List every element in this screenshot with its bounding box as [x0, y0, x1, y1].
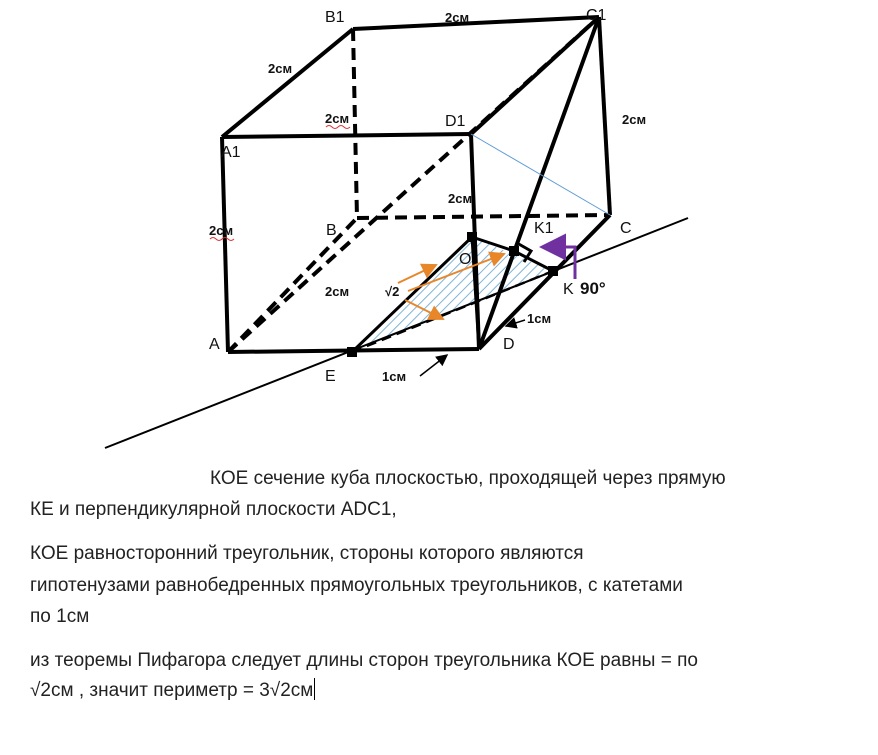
vertex-label-k1: K1	[534, 220, 554, 237]
edge-label-dd1: 2см	[448, 191, 473, 206]
text-line-5: по 1см	[30, 606, 90, 627]
edge-label-b1c1: 2см	[445, 10, 470, 25]
vertex-label-c: C	[620, 220, 632, 237]
vertex-label-o: O	[459, 251, 472, 268]
vertex-label-d1: D1	[445, 113, 466, 130]
point-e	[347, 347, 357, 357]
point-k1	[509, 246, 519, 256]
thin-line-d1c	[471, 134, 610, 215]
text-line-1: КОЕ сечение куба плоскостью, проходящей через прямую	[210, 468, 726, 489]
edge-label-a1b1: 2см	[268, 61, 293, 76]
vertex-label-k: K	[563, 281, 574, 298]
point-k	[548, 266, 558, 276]
edge-label-dk: 1см	[527, 311, 552, 326]
edge-label-cc1: 2см	[622, 112, 647, 127]
text-line-7	[30, 678, 315, 704]
text-line-6: из теоремы Пифагора следует длины сторон треугольника КОЕ равны = по	[30, 650, 698, 671]
angle-label-90: 90°	[580, 279, 606, 298]
edge-label-aa1: 2см	[209, 223, 234, 238]
vertex-label-d: D	[503, 336, 515, 353]
vertex-label-b: B	[326, 222, 337, 239]
text-line-3: КОЕ равносторонний треугольник, стороны которого являются	[30, 543, 584, 564]
text-caret	[314, 678, 315, 700]
vertex-label-c1: C1	[586, 7, 607, 24]
text-line-4: гипотенузами равнобедренных прямоугольных треугольников, с катетами	[30, 575, 683, 596]
edge-label-sqrt2: √2	[385, 284, 400, 299]
edge-label-ed: 1см	[382, 369, 407, 384]
vertex-label-e: E	[325, 368, 336, 385]
arrow-ed-1cm	[420, 355, 447, 376]
text-line-2: КЕ и перпендикулярной плоскости ADC1,	[30, 499, 397, 520]
edge-label-a1d1: 2см	[325, 111, 350, 126]
vertex-label-b1: B1	[325, 9, 345, 26]
edge-label-ab: 2см	[325, 284, 350, 299]
text-line-7-content: √2см , значит периметр = 3√2см	[30, 680, 314, 701]
point-o	[467, 232, 477, 242]
vertex-label-a1: A1	[221, 144, 241, 161]
vertex-label-a: A	[209, 336, 220, 353]
